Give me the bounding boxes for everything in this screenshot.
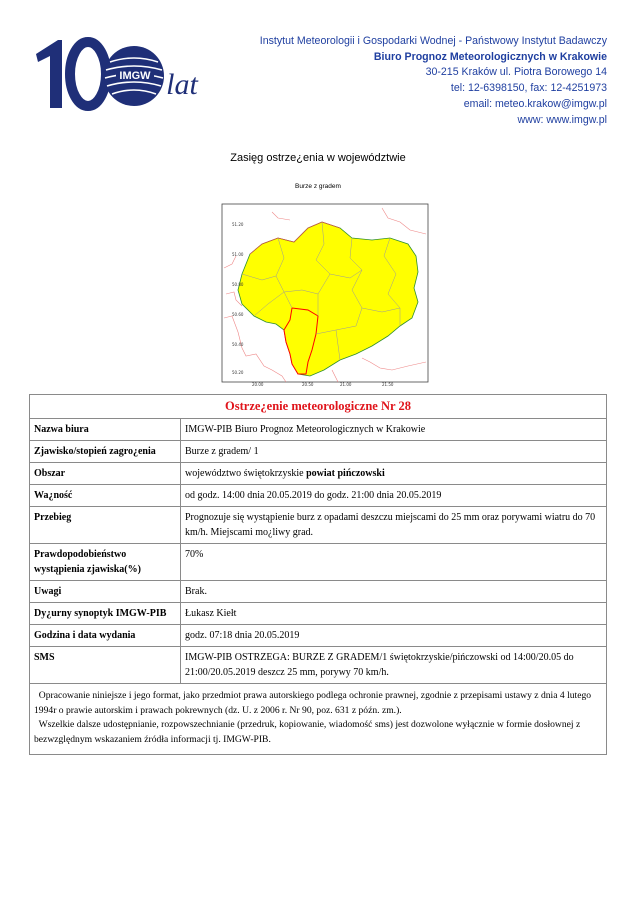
course-value: Prognozuje się wystąpienie burz z opadami deszczu miejscami do 25 mm oraz porywami wiatru do 70 km/h. Miejscami mo¿liwy grad. — [181, 507, 607, 544]
sms-value: IMGW-PIB OSTRZEGA: BURZE Z GRADEM/1 świętokrzyskie/pińczowski od 14:00/20.05 do 21:00/20.05.2019 deszcz 25 mm, porywy 70 km/h. — [181, 647, 607, 684]
table-row — [30, 581, 607, 603]
notes-value: Brak. — [181, 581, 607, 603]
institute-name: Instytut Meteorologii i Gospodarki Wodnej - Państwowy Instytut Badawczy — [259, 35, 607, 47]
map-x-tick: 20.50 — [302, 382, 314, 387]
notes-label: Uwagi — [30, 581, 181, 603]
table-row — [30, 441, 607, 463]
imgw-100-lat-logo — [32, 36, 207, 114]
sms-label: SMS — [30, 647, 181, 684]
validity-value: od godz. 14:00 dnia 20.05.2019 do godz. 21:00 dnia 20.05.2019 — [181, 485, 607, 507]
table-row — [30, 684, 607, 755]
office-name: Biuro Prognoz Meteorologicznych w Krakowie — [373, 50, 607, 63]
map-y-tick: 50.20 — [232, 370, 244, 375]
table-row — [30, 544, 607, 581]
table-row — [30, 507, 607, 544]
warning-title: Ostrze¿enie meteorologiczne Nr 28 — [30, 395, 607, 419]
office-www[interactable]: www: www.imgw.pl — [517, 113, 607, 126]
copyright-paragraph: Opracowanie niniejsze i jego format, jako przedmiot prawa autorskiego podlega ochronie prawnej, zgodnie z przepisami ustawy z dnia 4 lutego 1994r o prawie autorskim i prawach pokrewnych (dz. U. z 2006 r. Nr 90, poz. 631 z późn. zm.). — [34, 690, 592, 716]
area-label: Obszar — [30, 463, 181, 485]
table-row — [30, 419, 607, 441]
map-x-tick: 21.00 — [340, 382, 352, 387]
area-value — [181, 463, 607, 485]
table-row — [30, 485, 607, 507]
office-email[interactable]: email: meteo.krakow@imgw.pl — [463, 97, 607, 110]
map-y-tick: 51.20 — [232, 222, 244, 227]
phenomenon-value: Burze z gradem/ 1 — [181, 441, 607, 463]
redistribution-paragraph: Wszelkie dalsze udostępnianie, rozpowszechnianie (przedruk, kopiowanie, wiadomość sms) jest dozwolone wyłącznie w formie dosłownej z bezwzględnym wskazaniem źródła informacji tj. IMGW-PIB. — [34, 719, 581, 746]
table-row — [30, 647, 607, 684]
office-value: IMGW-PIB Biuro Prognoz Meteorologicznych w Krakowie — [181, 419, 607, 441]
warning-table — [29, 394, 607, 755]
office-label: Nazwa biura — [30, 419, 181, 441]
course-label: Przebieg — [30, 507, 181, 544]
probability-value: 70% — [181, 544, 607, 581]
warning-area-map — [212, 198, 432, 388]
issued-value: godz. 07:18 dnia 20.05.2019 — [181, 625, 607, 647]
office-address: 30-215 Kraków ul. Piotra Borowego 14 — [425, 66, 607, 79]
phenomenon-label: Zjawisko/stopień zagro¿enia — [30, 441, 181, 463]
svg-text:lat: lat — [166, 68, 198, 101]
area-value-plain: województwo świętokrzyskie — [185, 468, 307, 479]
forecaster-value: Łukasz Kiełt — [181, 603, 607, 625]
map-x-tick: 21.50 — [382, 382, 394, 387]
map-y-tick: 51.00 — [232, 252, 244, 257]
map-y-tick: 50.60 — [232, 312, 244, 317]
area-value-bold: powiat pińczowski — [306, 468, 385, 479]
institute-header — [187, 34, 607, 128]
forecaster-label: Dy¿urny synoptyk IMGW-PIB — [30, 603, 181, 625]
map-y-tick: 50.40 — [232, 342, 244, 347]
svg-text:IMGW: IMGW — [119, 70, 151, 82]
table-row — [30, 625, 607, 647]
copyright-note — [30, 684, 607, 755]
probability-label: Prawdopodobieństwo wystąpienia zjawiska(%) — [30, 544, 181, 581]
table-row — [30, 603, 607, 625]
office-phone: tel: 12-6398150, fax: 12-4251973 — [450, 82, 607, 95]
table-row — [30, 463, 607, 485]
validity-label: Wa¿ność — [30, 485, 181, 507]
issued-label: Godzina i data wydania — [30, 625, 181, 647]
map-title: Zasięg ostrze¿enia w województwie — [230, 152, 406, 164]
map-subtitle: Burze z gradem — [295, 183, 341, 190]
map-x-tick: 20.00 — [252, 382, 264, 387]
map-y-tick: 50.80 — [232, 282, 244, 287]
